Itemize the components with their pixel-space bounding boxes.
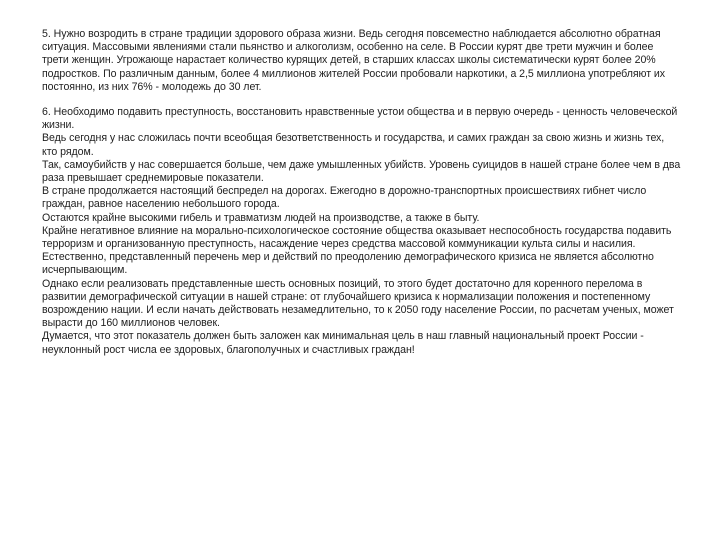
text-body — [42, 28, 682, 357]
paragraph-6-line: Думается, что этот показатель должен быть заложен как минимальная цель в наш главный национальный проект России - неуклонный рост числа ее здоровых, благополучных и счастливых граждан! — [42, 330, 644, 356]
paragraph-gap — [42, 94, 682, 106]
paragraph-5: 5. Нужно возродить в стране традиции здорового образа жизни. Ведь сегодня повсеместно наблюдается абсолютно обратная ситуация. Массовыми явлениями стали пьянство и алкоголизм, особенно на селе. В России курят две трети мужчин и более трети женщин. Угрожающе нарастает количество курящих детей, в старших классах школы систематически курят более 20% подростков. По различным данным, более 4 миллионов жителей России пробовали наркотики, а 2,5 миллиона употребляют их постоянно, из них 76% - молодежь до 30 лет. — [42, 28, 666, 93]
paragraph-6-line: В стране продолжается настоящий беспредел на дорогах. Ежегодно в дорожно-транспортных происшествиях гибнет число граждан, равное населению небольшого города. — [42, 185, 647, 211]
paragraph-6-line: Однако если реализовать представленные шесть основных позиций, то этого будет достаточно для коренного перелома в развитии демографической ситуации в нашей стране: от глубочайшего кризиса к нормализации положения и постепенному возрождению нации. И если начать действовать незамедлительно, то к 2050 году население России, по расчетам ученых, может вырасти до 160 миллионов человек. — [42, 277, 674, 330]
paragraph-6-line: Остаются крайне высокими гибель и травматизм людей на производстве, а также в быту. — [42, 211, 480, 224]
paragraph-6-line: Ведь сегодня у нас сложилась почти всеобщая безответственность и государства, и самих граждан за свою жизнь и жизнь тех, кто рядом. — [42, 132, 665, 158]
paragraph-6-line: Так, самоубийств у нас совершается больше, чем даже умышленных убийств. Уровень суицидов в нашей стране более чем в два раза превышает среднемировые показатели. — [42, 158, 681, 185]
paragraph-6-line: 6. Необходимо подавить преступность, восстановить нравственные устои общества и в первую очередь - ценность человеческой жизни. — [42, 106, 678, 132]
paragraph-6-line: Крайне негативное влияние на морально-психологическое состояние общества оказывает неспособность государства подавить терроризм и организованную преступность, насаждение через средства массовой коммуникации культа силы и насилия. — [42, 224, 672, 251]
paragraph-6-line: Естественно, представленный перечень мер и действий по преодолению демографического кризиса не является абсолютно исчерпывающим. — [42, 251, 654, 277]
